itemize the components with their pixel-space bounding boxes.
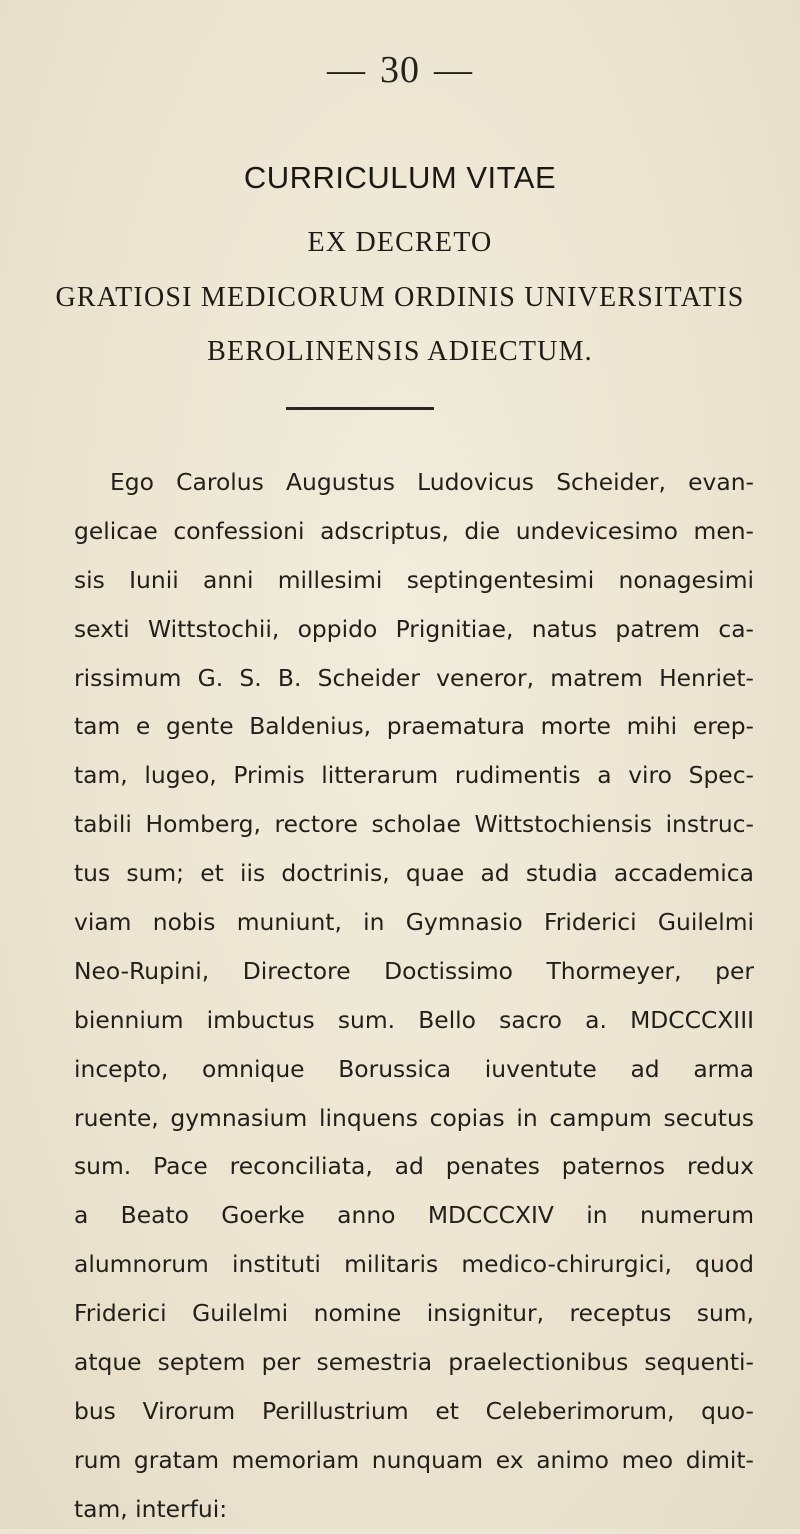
body-line: Ego Carolus Augustus Ludovicus Scheider, evan- xyxy=(110,468,754,496)
body-line: atque septem per semestria praelectionibus sequenti- xyxy=(74,1348,754,1377)
subtitle-line-1: EX DECRETO xyxy=(307,227,493,258)
body-line: Friderici Guilelmi nomine insignitur, receptus sum, xyxy=(74,1299,754,1328)
page-number-value: 30 xyxy=(380,49,420,91)
body-line: tabili Homberg, rectore scholae Wittstochiensis instruc- xyxy=(74,810,754,839)
body-line: tam, lugeo, Primis litterarum rudimentis a viro Spec- xyxy=(74,761,754,790)
body-paragraph xyxy=(74,458,754,1534)
page-number-dash-left: — xyxy=(327,49,366,91)
body-line: tus sum; et iis doctrinis, quae ad studia accademica xyxy=(74,859,754,888)
page-number-dash-right: — xyxy=(434,49,473,91)
body-line: ruente, gymnasium linquens copias in campum secutus xyxy=(74,1103,754,1132)
subtitle-line-3: BEROLINENSIS ADIECTUM. xyxy=(207,336,593,367)
subtitle-line-2: GRATIOSI MEDICORUM ORDINIS UNIVERSITATIS xyxy=(55,282,745,313)
body-line: Neo-Rupini, Directore Doctissimo Thormeyer, per xyxy=(74,956,754,985)
body-line: alumnorum instituti militaris medico-chirurgici, quod xyxy=(74,1250,754,1279)
document-title: CURRICULUM VITAE xyxy=(243,160,557,195)
body-line: incepto, omnique Borussica iuventute ad arma xyxy=(74,1054,754,1083)
body-line: bus Virorum Perillustrium et Celeberimorum, quo- xyxy=(74,1396,754,1425)
section-divider xyxy=(286,407,434,410)
page-number xyxy=(0,48,800,92)
body-line: rum gratam memoriam nunquam ex animo meo dimit- xyxy=(74,1445,754,1474)
body-line: biennium imbuctus sum. Bello sacro a. MDCCCXIII xyxy=(74,1005,754,1034)
body-line: viam nobis muniunt, in Gymnasio Friderici Guilelmi xyxy=(74,908,754,937)
body-line: sum. Pace reconciliata, ad penates paternos redux xyxy=(74,1152,754,1181)
body-line: tam e gente Baldenius, praematura morte mihi erep- xyxy=(74,712,754,741)
body-line: tam, interfui: xyxy=(74,1494,228,1523)
body-line: rissimum G. S. B. Scheider veneror, matrem Henriet- xyxy=(74,663,754,692)
body-line: a Beato Goerke anno MDCCCXIV in numerum xyxy=(74,1201,754,1230)
body-line: sis Iunii anni millesimi septingentesimi nonagesimi xyxy=(74,565,754,594)
body-line: sexti Wittstochii, oppido Prignitiae, natus patrem ca- xyxy=(74,614,754,643)
body-line: gelicae confessioni adscriptus, die undevicesimo men- xyxy=(74,516,754,545)
